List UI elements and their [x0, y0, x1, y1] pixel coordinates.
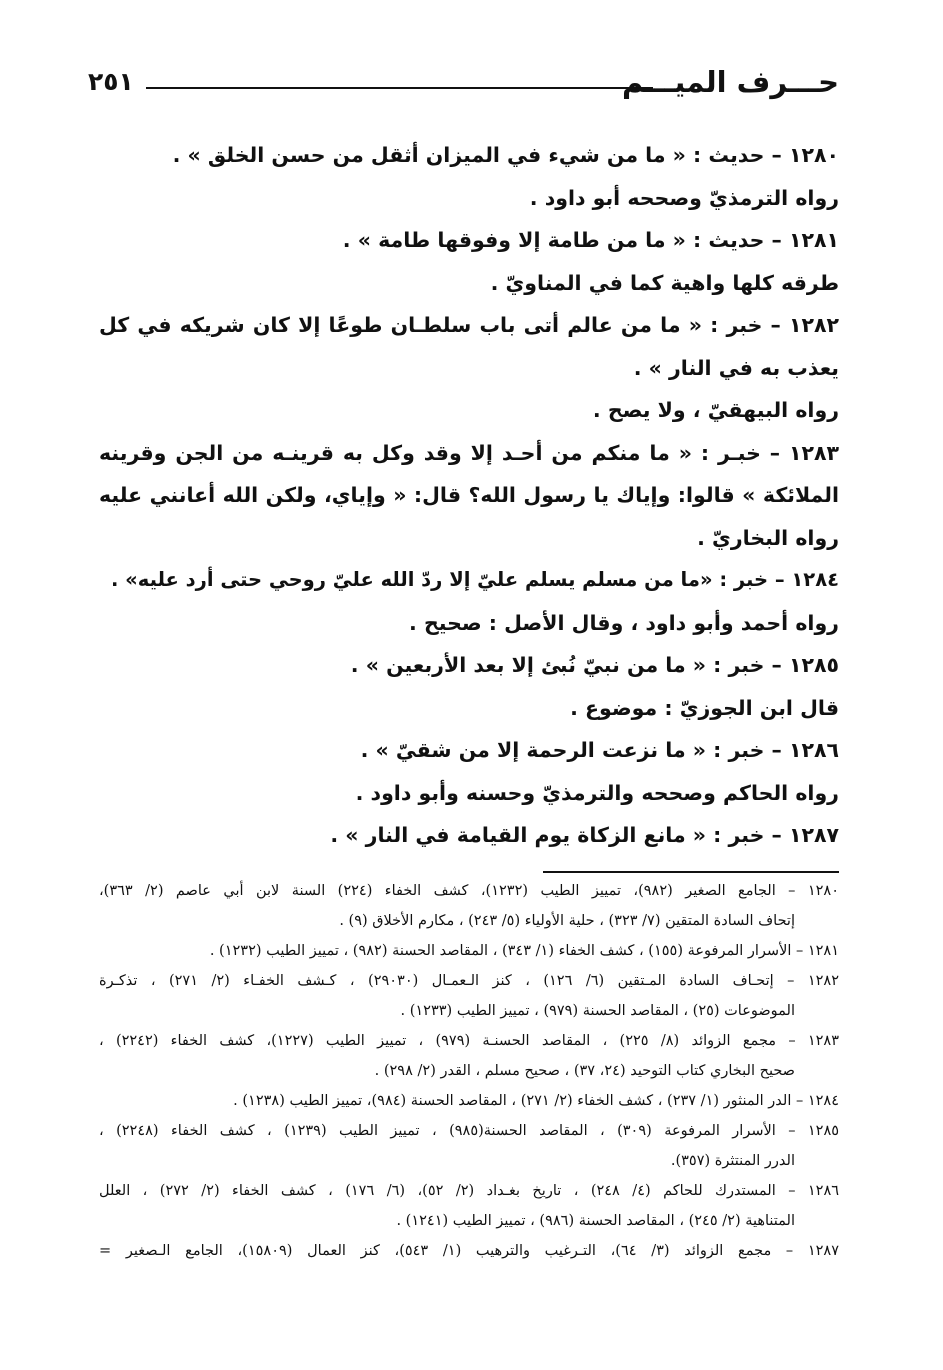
entry-1281-source: طرقه كلها واهية كما في المناويّ . [490, 270, 839, 295]
entry-1283-source: رواه البخاريّ . [697, 525, 839, 550]
footnote-1281: ١٢٨١ – الأسرار المرفوعة (١٥٥) ، كشف الخفاء (١/ ٣٤٣) ، المقاصد الحسنة (٩٨٢) ، تمييز الطيب (١٢٣٢) . [209, 943, 839, 959]
entry-1283-hadith: ١٢٨٣ – خبـر : « ما منكم من أحـد إلا وقد وكل به قرينـه من الجن وقرينه [99, 440, 839, 465]
entry-1286-source: رواه الحاكم وصححه والترمذيّ وحسنه وأبو داود . [355, 780, 839, 805]
entry-1281-hadith: ١٢٨١ – حديث : « ما من طامة إلا وفوقها طامة » . [342, 228, 839, 252]
footnote-separator [543, 871, 839, 873]
entry-1285-hadith: ١٢٨٥ – خبر : « ما من نبيّ نُبئ إلا بعد الأربعين » . [350, 653, 839, 677]
footnote-1285: ١٢٨٥ – الأسرار المرفوعة (٣٠٩) ، المقاصد الحسنة(٩٨٥) ، تمييز الطيب (١٢٣٩) ، كشف الخفاء (٢٢٤٨) ، [99, 1123, 839, 1139]
footnotes [99, 876, 839, 1266]
entry-1286-hadith: ١٢٨٦ – خبر : « ما نزعت الرحمة إلا من شقيّ » . [360, 738, 839, 762]
footnote-1282: ١٢٨٢ – إتحـاف السادة المـتقين (٦/ ١٢٦) ، كنز الـعمـال (٢٩٠٣٠) ، كـشف الخفـاء (٢/ ٢٧١) ، تذكـرة [99, 973, 839, 989]
main-text [99, 134, 839, 857]
entry-1284-source: رواه أحمد وأبو داود ، وقال الأصل : صحيح . [409, 610, 839, 635]
footnote-1283: ١٢٨٣ – مجمع الزوائد (٨/ ٢٢٥) ، المقاصد الحسنـة (٩٧٩) ، تمييز الطيب (١٢٢٧)، كشف الخفاء (٢٢٤٢) ، [99, 1033, 839, 1049]
entry-1283-hadith-cont: الملائكة » قالوا: وإياك يا رسول الله؟ قال: « وإياي، ولكن الله أعانني عليه [99, 483, 839, 507]
footnote-1287: ١٢٨٧ – مجمع الزوائد (٣/ ٦٤)، التـرغيب والترهيب (١/ ٥٤٣)، كنز العمال (١٥٨٠٩)، الجامع الـصغير = [99, 1243, 839, 1259]
page-number: ٢٥١ [88, 67, 134, 96]
entry-1282-hadith: ١٢٨٢ – خبر : « ما من عالم أتى باب سلطـان طوعًا إلا كان شريكه في كل [99, 313, 839, 337]
entry-1287-hadith: ١٢٨٧ – خبر : « مانع الزكاة يوم القيامة في النار » . [330, 823, 839, 847]
entry-1280-source: رواه الترمذيّ وصححه أبو داود . [529, 185, 839, 210]
chapter-title: حـــرف الميـــم [621, 65, 839, 99]
header-rule [146, 87, 653, 89]
entry-1282-source: رواه البيهقيّ ، ولا يصح . [592, 398, 839, 422]
footnote-1284: ١٢٨٤ – الدر المنثور (١/ ٢٣٧) ، كشف الخفاء (٢/ ٢٧١) ، المقاصد الحسنة (٩٨٤)، تمييز الطيب (١٢٣٨) . [233, 1093, 839, 1109]
entry-1284-hadith: ١٢٨٤ – خبر : «ما من مسلم يسلم عليّ إلا ردّ الله عليّ روحي حتى أرد عليه» . [110, 568, 839, 591]
entry-1282-hadith-cont: يعذب به في النار » . [633, 355, 839, 380]
footnote-1280-cont: إتحاف السادة المتقين (٧/ ٣٢٣) ، حلية الأولياء (٥/ ٢٤٣) ، مكارم الأخلاق (٩) . [339, 913, 795, 929]
footnote-1286: ١٢٨٦ – المستدرك للحاكم (٤/ ٢٤٨) ، تاريخ بغـداد (٢/ ٥٢)، (٦/ ١٧٦) ، كشف الخفاء (٢/ ٢٧٢) ، العلل [99, 1183, 839, 1199]
footnote-1283-cont: صحيح البخاري كتاب التوحيد (٢٤، ٣٧) ، صحيح مسلم ، القدر (٢/ ٢٩٨) . [374, 1063, 795, 1079]
footnote-1286-cont: المتناهية (٢/ ٢٤٥) ، المقاصد الحسنة (٩٨٦) ، تمييز الطيب (١٢٤١) . [396, 1213, 795, 1229]
entry-1280-hadith: ١٢٨٠ – حديث : « ما من شيء في الميزان أثقل من حسن الخلق » . [172, 143, 839, 167]
entry-1285-source: قال ابن الجوزيّ : موضوع . [570, 695, 839, 720]
footnote-1282-cont: الموضوعات (٢٥) ، المقاصد الحسنة (٩٧٩) ، تمييز الطيب (١٢٣٣) . [400, 1003, 795, 1019]
footnote-1280: ١٢٨٠ – الجامع الصغير (٩٨٢)، تمييز الطيب (١٢٣٢)، كشف الخفاء (٢٢٤) السنة لابن أبي عاصم (٢/ ٣٦٣)، [99, 883, 839, 899]
footnote-1285-cont: الدرر المنتثرة (٣٥٧). [670, 1153, 795, 1169]
page-header [88, 62, 839, 106]
